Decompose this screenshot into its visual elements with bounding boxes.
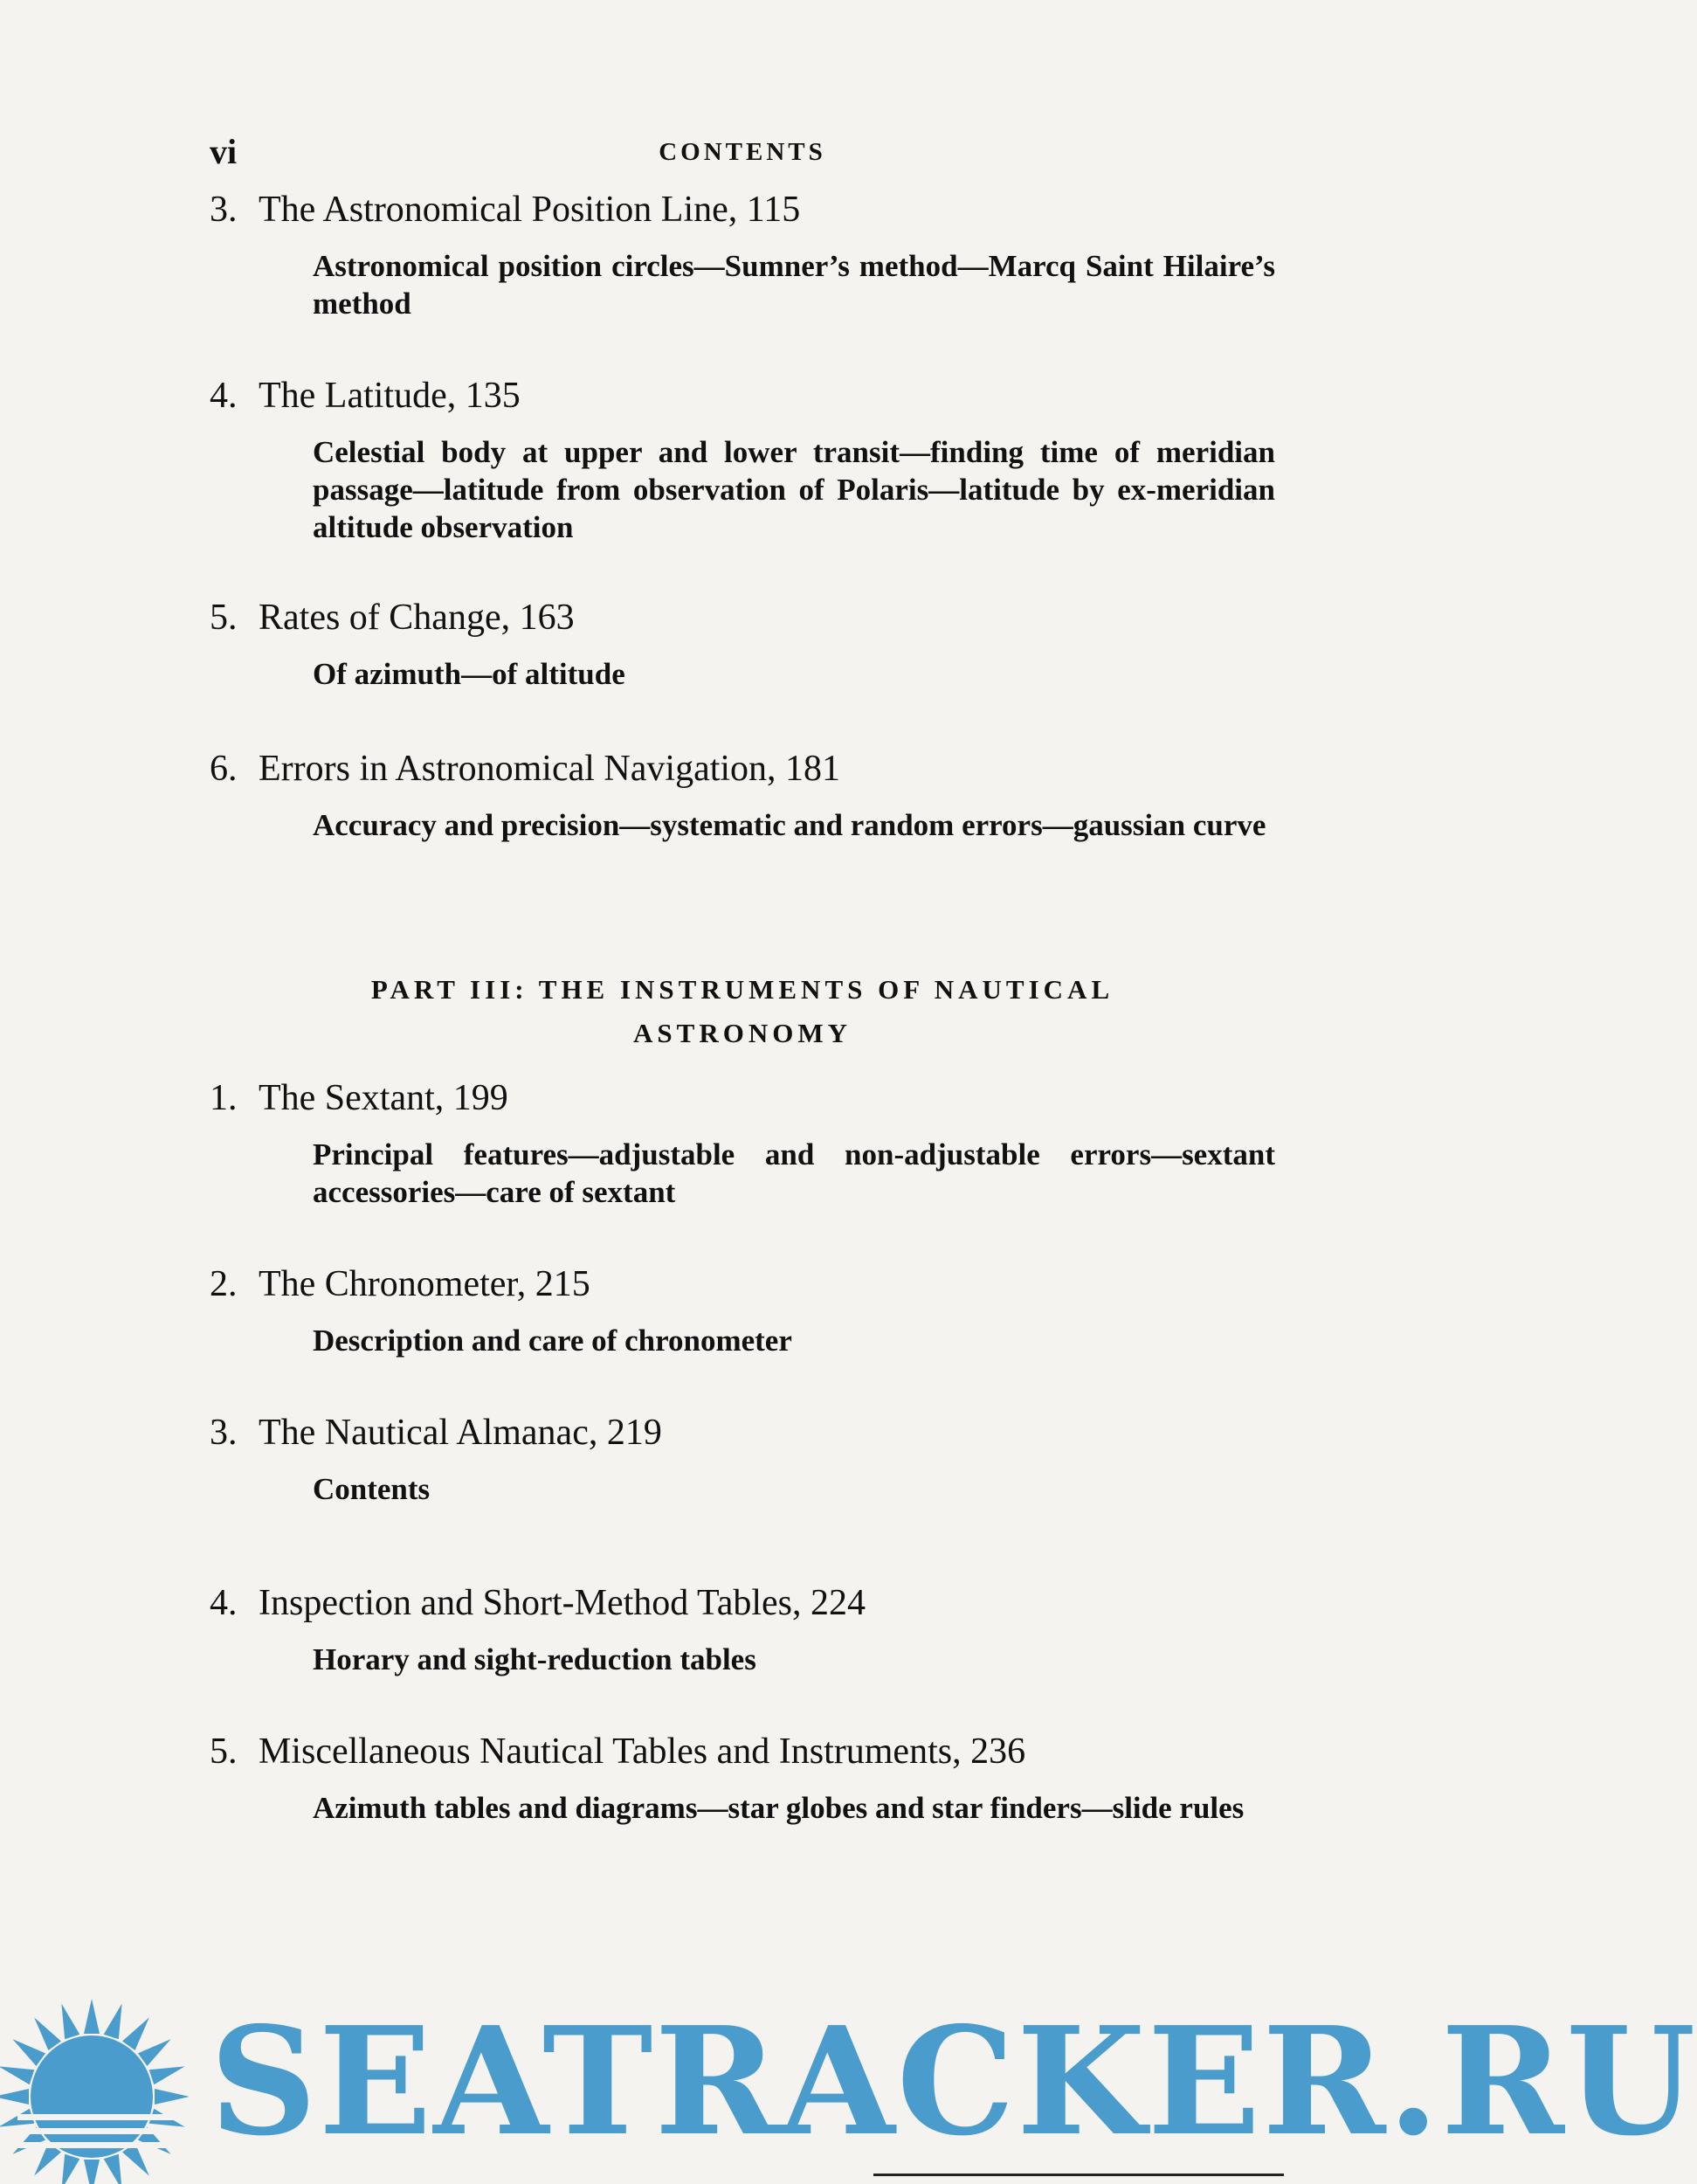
part-heading-line-2: ASTRONOMY (633, 1018, 852, 1048)
toc-entry-title (210, 1411, 1275, 1455)
toc-entry-heading: The Astronomical Position Line, 115 (259, 190, 801, 230)
toc-entry (210, 374, 1275, 546)
toc-entry-number: 5. (210, 598, 238, 638)
toc-entry-number: 4. (210, 1583, 238, 1623)
bottom-rule (873, 2174, 1284, 2176)
toc-entry-description: Astronomical position circles—Sumner’s method—Marcq Saint Hilaire’s method (313, 249, 1275, 321)
page-header (210, 131, 1275, 175)
toc-entry-heading: Errors in Astronomical Navigation, 181 (259, 749, 841, 789)
toc-entry-heading: The Sextant, 199 (259, 1078, 508, 1118)
toc-entry-title (210, 374, 1275, 418)
toc-entry-title (210, 1262, 1275, 1306)
toc-entry-title (210, 747, 1275, 791)
toc-entry-title (210, 596, 1275, 639)
toc-entry-number: 2. (210, 1264, 238, 1304)
toc-entry-title (210, 188, 1275, 232)
toc-entry-heading: Inspection and Short-Method Tables, 224 (259, 1583, 866, 1623)
sun-icon (0, 1983, 210, 2184)
toc-entry-number: 5. (210, 1731, 238, 1772)
toc-entry-description: Principal features—adjustable and non-adjustable errors—sextant accessories—care of sextant (313, 1137, 1275, 1209)
part-heading (297, 968, 1188, 1055)
toc-entry-description: Contents (313, 1472, 431, 1506)
toc-entry-number: 4. (210, 376, 238, 416)
toc-entry-description: Of azimuth—of altitude (313, 657, 625, 691)
part-heading-line-1: PART III: THE INSTRUMENTS OF NAUTICAL (370, 974, 1114, 1005)
toc-entry-heading: Miscellaneous Nautical Tables and Instruments, 236 (259, 1731, 1026, 1772)
toc-entry-description: Accuracy and precision—systematic and random errors—gaussian curve (313, 808, 1266, 842)
toc-entry-title (210, 1730, 1275, 1773)
toc-entry-description: Description and care of chronometer (313, 1324, 792, 1358)
toc-entry-heading: The Nautical Almanac, 219 (259, 1413, 662, 1453)
toc-entry (210, 1262, 1275, 1359)
toc-entry-heading: The Chronometer, 215 (259, 1264, 590, 1304)
toc-entry-heading: The Latitude, 135 (259, 376, 521, 416)
page-number: vi (210, 132, 238, 171)
toc-entry-title (210, 1581, 1275, 1625)
toc-entry (210, 188, 1275, 322)
toc-entry-number: 1. (210, 1078, 238, 1118)
toc-entry-description: Horary and sight-reduction tables (313, 1642, 756, 1676)
toc-entry-title (210, 1076, 1275, 1120)
toc-entry (210, 1076, 1275, 1211)
watermark-logo (0, 1983, 1697, 2184)
toc-entry-number: 3. (210, 1413, 238, 1453)
toc-entry (210, 747, 1275, 844)
toc-entry-number: 6. (210, 749, 238, 789)
toc-entry-number: 3. (210, 190, 238, 230)
toc-entry (210, 1581, 1275, 1678)
toc-entry (210, 1411, 1275, 1508)
toc-entry-description: Azimuth tables and diagrams—star globes and star finders—slide rules (313, 1791, 1245, 1825)
watermark-text: SEATRACKER.RU (210, 1994, 1697, 2169)
running-head: CONTENTS (659, 138, 826, 166)
toc-entry (210, 596, 1275, 693)
toc-entry-description: Celestial body at upper and lower transit—finding time of meridian passage—latitude from observation of Polaris—latitude by ex-meridian altitude observation (313, 435, 1275, 544)
toc-entry-heading: Rates of Change, 163 (259, 598, 575, 638)
toc-entry (210, 1730, 1275, 1827)
